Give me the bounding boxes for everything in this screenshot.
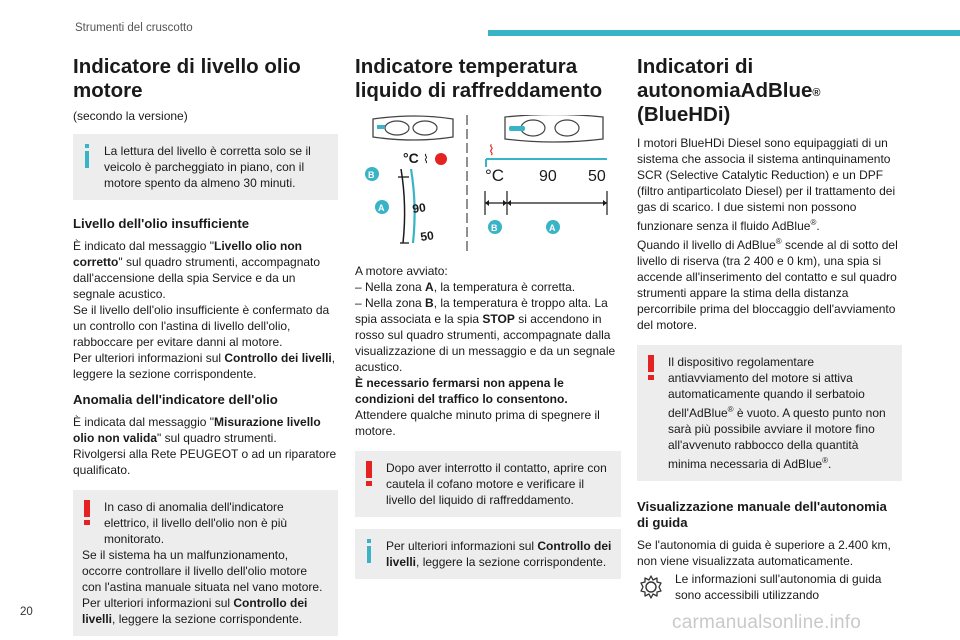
coolant-p4: È necessario fermarsi non appena le condizioni del traffico lo consentono. (355, 376, 568, 406)
header-accent-bar (488, 30, 960, 36)
fault-p1: È indicata dal messaggio "Misurazione livello olio non valida" sul quadro strumenti. (73, 415, 321, 445)
warning-box-coolant (355, 451, 621, 517)
info-note-text: La lettura del livello è corretta solo se il veicolo è parcheggiato in piano, con il motore spento da almeno 30 minuti. (104, 144, 311, 190)
left-tick-90: 90 (411, 200, 427, 216)
column-coolant (355, 55, 621, 579)
coolant-info-text: Per ulteriori informazioni sul Controllo dei livelli, leggere la sezione corrispondente. (386, 539, 612, 569)
heading-low-oil: Livello dell'olio insufficiente (73, 216, 250, 231)
heading-manual-display: Visualizzazione manuale dell'autonomia di guida (637, 499, 887, 530)
warning-text-2: Se il sistema ha un malfunzionamento, occorre controllare il livello dell'olio motore con l'astina manuale situata nel vano motore. (82, 548, 323, 594)
svg-text:A: A (549, 223, 556, 233)
section-title-adblue: Indicatori di autonomiaAdBlue® (BlueHDi) (637, 55, 821, 126)
right-gauge-unit-label: °C (485, 166, 505, 185)
adblue-p4: Le informazioni sull'autonomia di guida sono accessibili utilizzando (675, 572, 882, 602)
settings-hint (637, 571, 902, 603)
svg-text:A: A (378, 203, 385, 213)
column-oil-level (73, 55, 338, 636)
left-gauge-unit-label: °C (403, 150, 419, 166)
low-oil-p3: Per ulteriori informazioni sul Controllo dei livelli, leggere la sezione corrispondente. (73, 351, 336, 381)
svg-text:B: B (491, 223, 498, 233)
adblue-warning-text: Il dispositivo regolamentare antiavviamento del motore si attiva automaticamente quando il serbatoio dell'AdBlue® è vuoto. A questo punto non sarà più possibile avviare il motore fino all'avvenuto rabbocco della quantità minima necessaria di AdBlue®. (668, 355, 886, 471)
right-tick-90: 90 (539, 168, 557, 185)
gear-icon (637, 573, 665, 601)
running-header: Strumenti del cruscotto (75, 22, 193, 34)
left-tick-50: 50 (419, 228, 435, 244)
coolant-p3: – Nella zona B, la temperatura è troppo alta. La spia associata e la spia STOP si accendono in rosso sul quadro strumenti, accompagnate dalla visualizzazione di un messaggio e da un segnale acustico. (355, 296, 616, 374)
version-note: (secondo la versione) (73, 109, 188, 123)
info-icon (364, 539, 374, 563)
heading-oil-fault: Anomalia dell'indicatore dell'olio (73, 392, 278, 407)
fault-p2: Rivolgersi alla Rete PEUGEOT o ad un riparatore qualificato. (73, 447, 337, 477)
adblue-p1: I motori BlueHDi Diesel sono equipaggiati di un sistema che associa il sistema antinquinamento SCR (Selective Catalytic Reduction) e un DPF (filtro antiparticolato Diesel) per il trattamento dei gas di scarico. I due sistemi non possono funzionare senza il fluido AdBlue®. (637, 136, 896, 233)
info-icon (82, 144, 92, 168)
warning-icon (82, 500, 92, 524)
section-title-oil: Indicatore di livello olio motore (73, 55, 301, 102)
coolant-warning-text: Dopo aver interrotto il contatto, aprire con cautela il cofano motore e verificare il livello del liquido di raffreddamento. (386, 461, 607, 507)
column-adblue (637, 55, 902, 603)
coolant-p2: – Nella zona A, la temperatura è corretta. (355, 280, 576, 294)
coolant-gauge-illustration (355, 115, 621, 255)
warning-text-3: Per ulteriori informazioni sul Controllo dei livelli, leggere la sezione corrispondente. (82, 596, 308, 626)
info-box-coolant (355, 529, 621, 579)
warning-icon (364, 461, 374, 485)
coolant-p1: A motore avviato: (355, 264, 448, 278)
warning-icon (646, 355, 656, 379)
low-oil-p1: È indicato dal messaggio "Livello olio non corretto" sul quadro strumenti, accompagnato dall'accensione della spia Service e da un segnale acustico. (73, 239, 321, 301)
right-tick-50: 50 (588, 168, 606, 185)
low-oil-p2: Se il livello dell'olio insufficiente è confermato da un controllo con l'astina di livello dell'olio, rabboccare per evitare danni al motore. (73, 303, 330, 349)
watermark: carmanualsonline.info (672, 612, 862, 633)
svg-text:B: B (368, 170, 375, 180)
warning-box-adblue (637, 345, 902, 481)
coolant-p5: Attendere qualche minuto prima di spegnere il motore. (355, 408, 600, 438)
warning-lamp-icon (435, 153, 447, 165)
dashboard-outline-left-icon (373, 116, 453, 140)
warning-text-1: In caso di anomalia dell'indicatore elettrico, il livello dell'olio non è più monitorato. (104, 500, 288, 546)
section-title-coolant: Indicatore temperatura liquido di raffreddamento (355, 55, 603, 102)
coolant-gauge-figure (355, 115, 621, 255)
dashboard-outline-right-icon (505, 115, 603, 142)
coolant-temp-icon: ⌇ (423, 152, 429, 166)
info-box-oil-reading (73, 134, 338, 200)
adblue-p3: Se l'autonomia di guida è superiore a 2.400 km, non viene visualizzata automaticamente. (637, 538, 891, 568)
page-number: 20 (20, 606, 33, 618)
warning-box-oil (73, 490, 338, 636)
adblue-p2: Quando il livello di AdBlue® scende al di sotto del livello di riserva (tra 2 400 e 0 km), una spia si accende all'inserimento del contatto e sul quadro strumenti appare la stima della distanza percorribile prima del bloccaggio dell'avviamento del motore. (637, 237, 898, 332)
coolant-temp-icon-red: ⌇ (488, 143, 495, 159)
